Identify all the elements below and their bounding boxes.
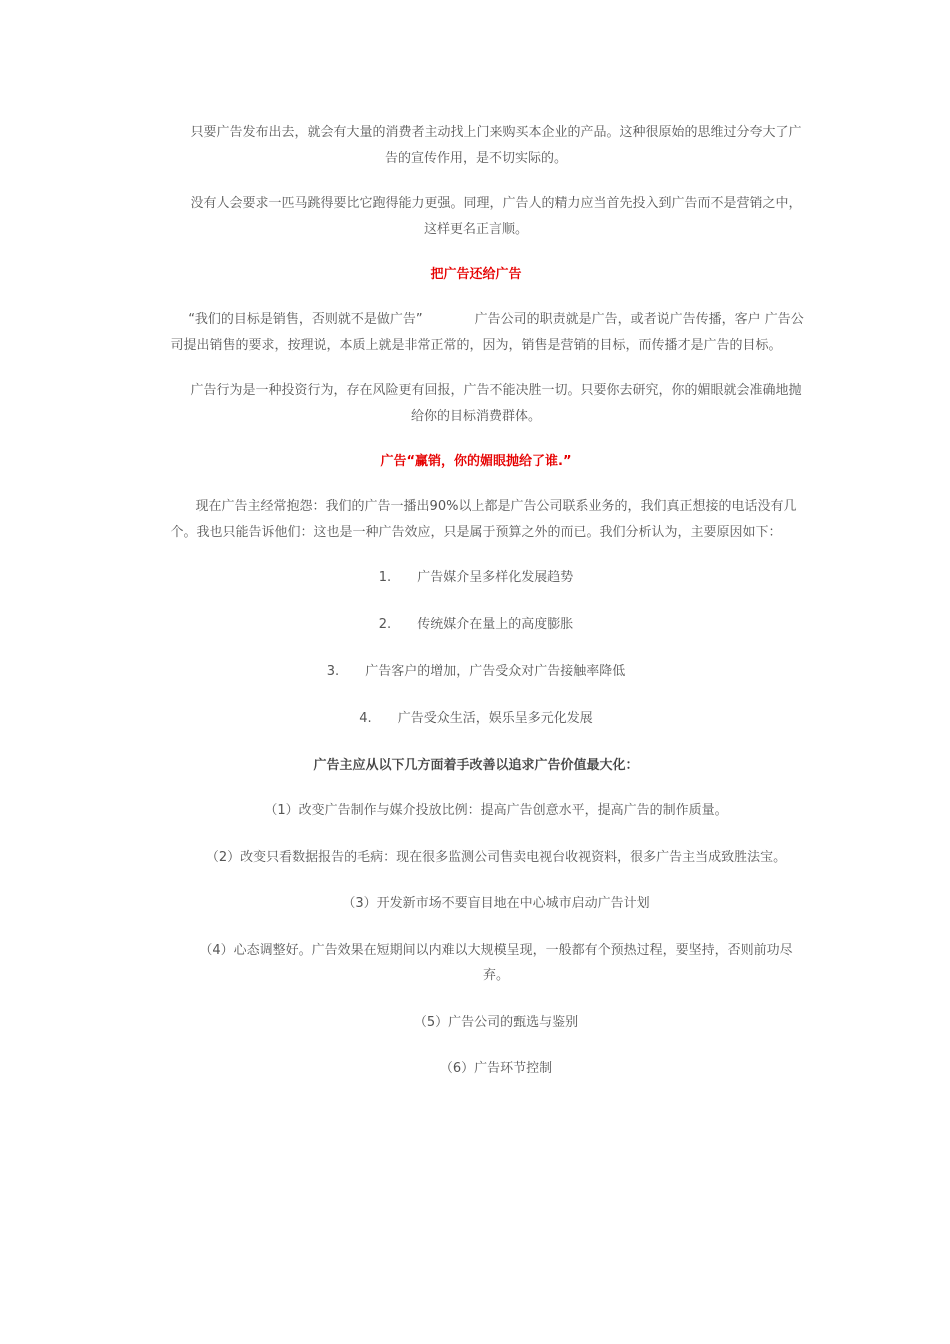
measures-list (146, 798, 806, 1082)
paragraph-5: 现在广告主经常抱怨：我们的广告一播出90%以上都是广告公司联系业务的，我们真正想接的电话没有几个。我也只能告诉他们：这也是一种广告效应，只是属于预算之外的而已。我们分析认为，主要原因如下： (170, 499, 797, 540)
paragraph-1: 只要广告发布出去，就会有大量的消费者主动找上门来购买本企业的产品。这种很原始的思维过分夸大了广告的宣传作用，是不切实际的。 (190, 125, 802, 166)
section-heading-wink: 广告“赢销，你的媚眼抛给了谁.” (380, 454, 572, 469)
list-item (146, 659, 806, 684)
list-item: （5）广告公司的甄选与鉴别 (413, 1014, 579, 1030)
list-item-text: 广告媒介呈多样化发展趋势 (417, 570, 574, 585)
list-item-number: 2. (378, 617, 392, 632)
list-item-text: 传统媒介在量上的高度膨胀 (417, 617, 574, 632)
reasons-list (146, 565, 806, 731)
document-page (146, 120, 806, 1103)
paragraph-2: 没有人会要求一匹马跳得要比它跑得能力更强。同理，广告人的精力应当首先投入到广告而不是营销之中，这样更名正言顺。 (190, 196, 802, 237)
list-item (146, 565, 806, 590)
list-item: （4）心态调整好。广告效果在短期间以内难以大规模呈现，一般都有个预热过程，要坚持，否则前功尽弃。 (199, 942, 793, 983)
list-item (146, 612, 806, 637)
section-heading-return-ads: 把广告还给广告 (430, 267, 522, 282)
list-item-number: 4. (359, 711, 372, 726)
list-item-text: 广告受众生活，娱乐呈多元化发展 (397, 711, 593, 726)
list-item-text: 广告客户的增加，广告受众对广告接触率降低 (365, 664, 626, 679)
paragraph-4: 广告行为是一种投资行为，存在风险更有回报，广告不能决胜一切。只要你去研究，你的媚眼就会准确地抛给你的目标消费群体。 (190, 383, 802, 424)
paragraph-3-body: 广告公司的职责就是广告，或者说广告传播，客户 广告公司提出销售的要求，按理说，本质上就是非常正常的，因为，销售是营销的目标，而传播才是广告的目标。 (170, 312, 804, 353)
list-item-number: 1. (378, 570, 392, 585)
list-item-number: 3. (326, 664, 340, 679)
list-item: （1）改变广告制作与媒介投放比例：提高广告创意水平，提高广告的制作质量。 (264, 803, 728, 818)
paragraph-3-quote: “我们的目标是销售，否则就不是做广告” (188, 312, 423, 327)
list-item: （6）广告环节控制 (439, 1061, 553, 1076)
paragraph-3 (146, 307, 806, 358)
list-item (146, 706, 806, 731)
list-item: （3）开发新市场不要盲目地在中心城市启动广告计划 (342, 896, 650, 911)
list-item: （2）改变只看数据报告的毛病：现在很多监测公司售卖电视台收视资料，很多广告主当成致胜法宝。 (205, 849, 787, 865)
section-heading-measures: 广告主应从以下几方面着手改善以追求广告价值最大化： (313, 758, 639, 773)
